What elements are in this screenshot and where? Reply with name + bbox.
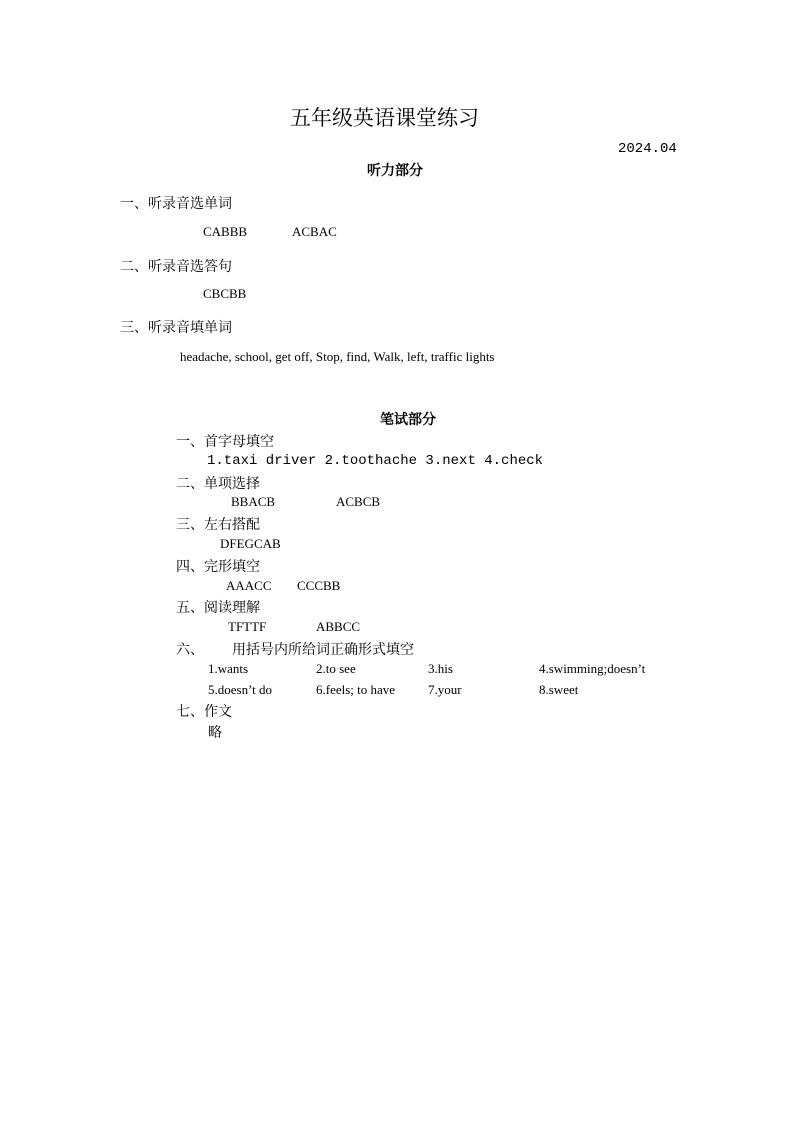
listening-q2-heading: 二、听录音选答句 <box>120 259 232 275</box>
writing-q6-item: 3.his <box>428 661 453 676</box>
listening-q2-answer: CBCBB <box>203 286 247 301</box>
writing-q5-answer-b: ABBCC <box>316 619 361 634</box>
writing-q6-item: 2.to see <box>316 661 356 676</box>
listening-q1-answer-b: ACBAC <box>292 224 337 239</box>
page-title: 五年级英语课堂练习 <box>290 106 479 130</box>
listening-q1-heading: 一、听录音选单词 <box>120 196 232 212</box>
listening-q3-heading: 三、听录音填单词 <box>120 320 232 336</box>
writing-q6-number: 六、 <box>176 642 204 658</box>
listening-section-header: 听力部分 <box>367 163 423 179</box>
writing-q6-item: 6.feels; to have <box>316 682 396 697</box>
writing-q2-answer-b: ACBCB <box>336 494 381 509</box>
writing-q3-answer: DFEGCAB <box>220 536 281 551</box>
writing-q3-heading: 三、左右搭配 <box>176 517 260 533</box>
writing-section-header: 笔试部分 <box>380 412 436 428</box>
writing-q1-heading: 一、首字母填空 <box>176 434 274 450</box>
writing-q4-answer-a: AAACC <box>226 578 272 593</box>
writing-q6-item: 7.your <box>428 682 462 697</box>
date: 2024.04 <box>618 141 677 157</box>
writing-q1-answer: 1.taxi driver 2.toothache 3.next 4.check <box>207 453 544 469</box>
writing-q6-item: 8.sweet <box>539 682 579 697</box>
writing-q5-heading: 五、阅读理解 <box>176 600 260 616</box>
writing-q7-answer: 略 <box>208 725 222 741</box>
listening-q1-answer-a: CABBB <box>203 224 248 239</box>
writing-q5-answer-a: TFTTF <box>228 619 267 634</box>
writing-q6-item: 4.swimming;doesn’t <box>539 661 646 676</box>
writing-q7-heading: 七、作文 <box>176 704 232 720</box>
writing-q6-item: 1.wants <box>208 661 249 676</box>
writing-q6-heading: 用括号内所给词正确形式填空 <box>232 642 414 658</box>
writing-q6-item: 5.doesn’t do <box>208 682 273 697</box>
writing-q2-answer-a: BBACB <box>231 494 276 509</box>
writing-q2-heading: 二、单项选择 <box>176 476 260 492</box>
listening-q3-answer: headache, school, get off, Stop, find, Walk, left, traffic lights <box>180 349 495 364</box>
writing-q4-answer-b: CCCBB <box>297 578 341 593</box>
writing-q4-heading: 四、完形填空 <box>176 559 260 575</box>
